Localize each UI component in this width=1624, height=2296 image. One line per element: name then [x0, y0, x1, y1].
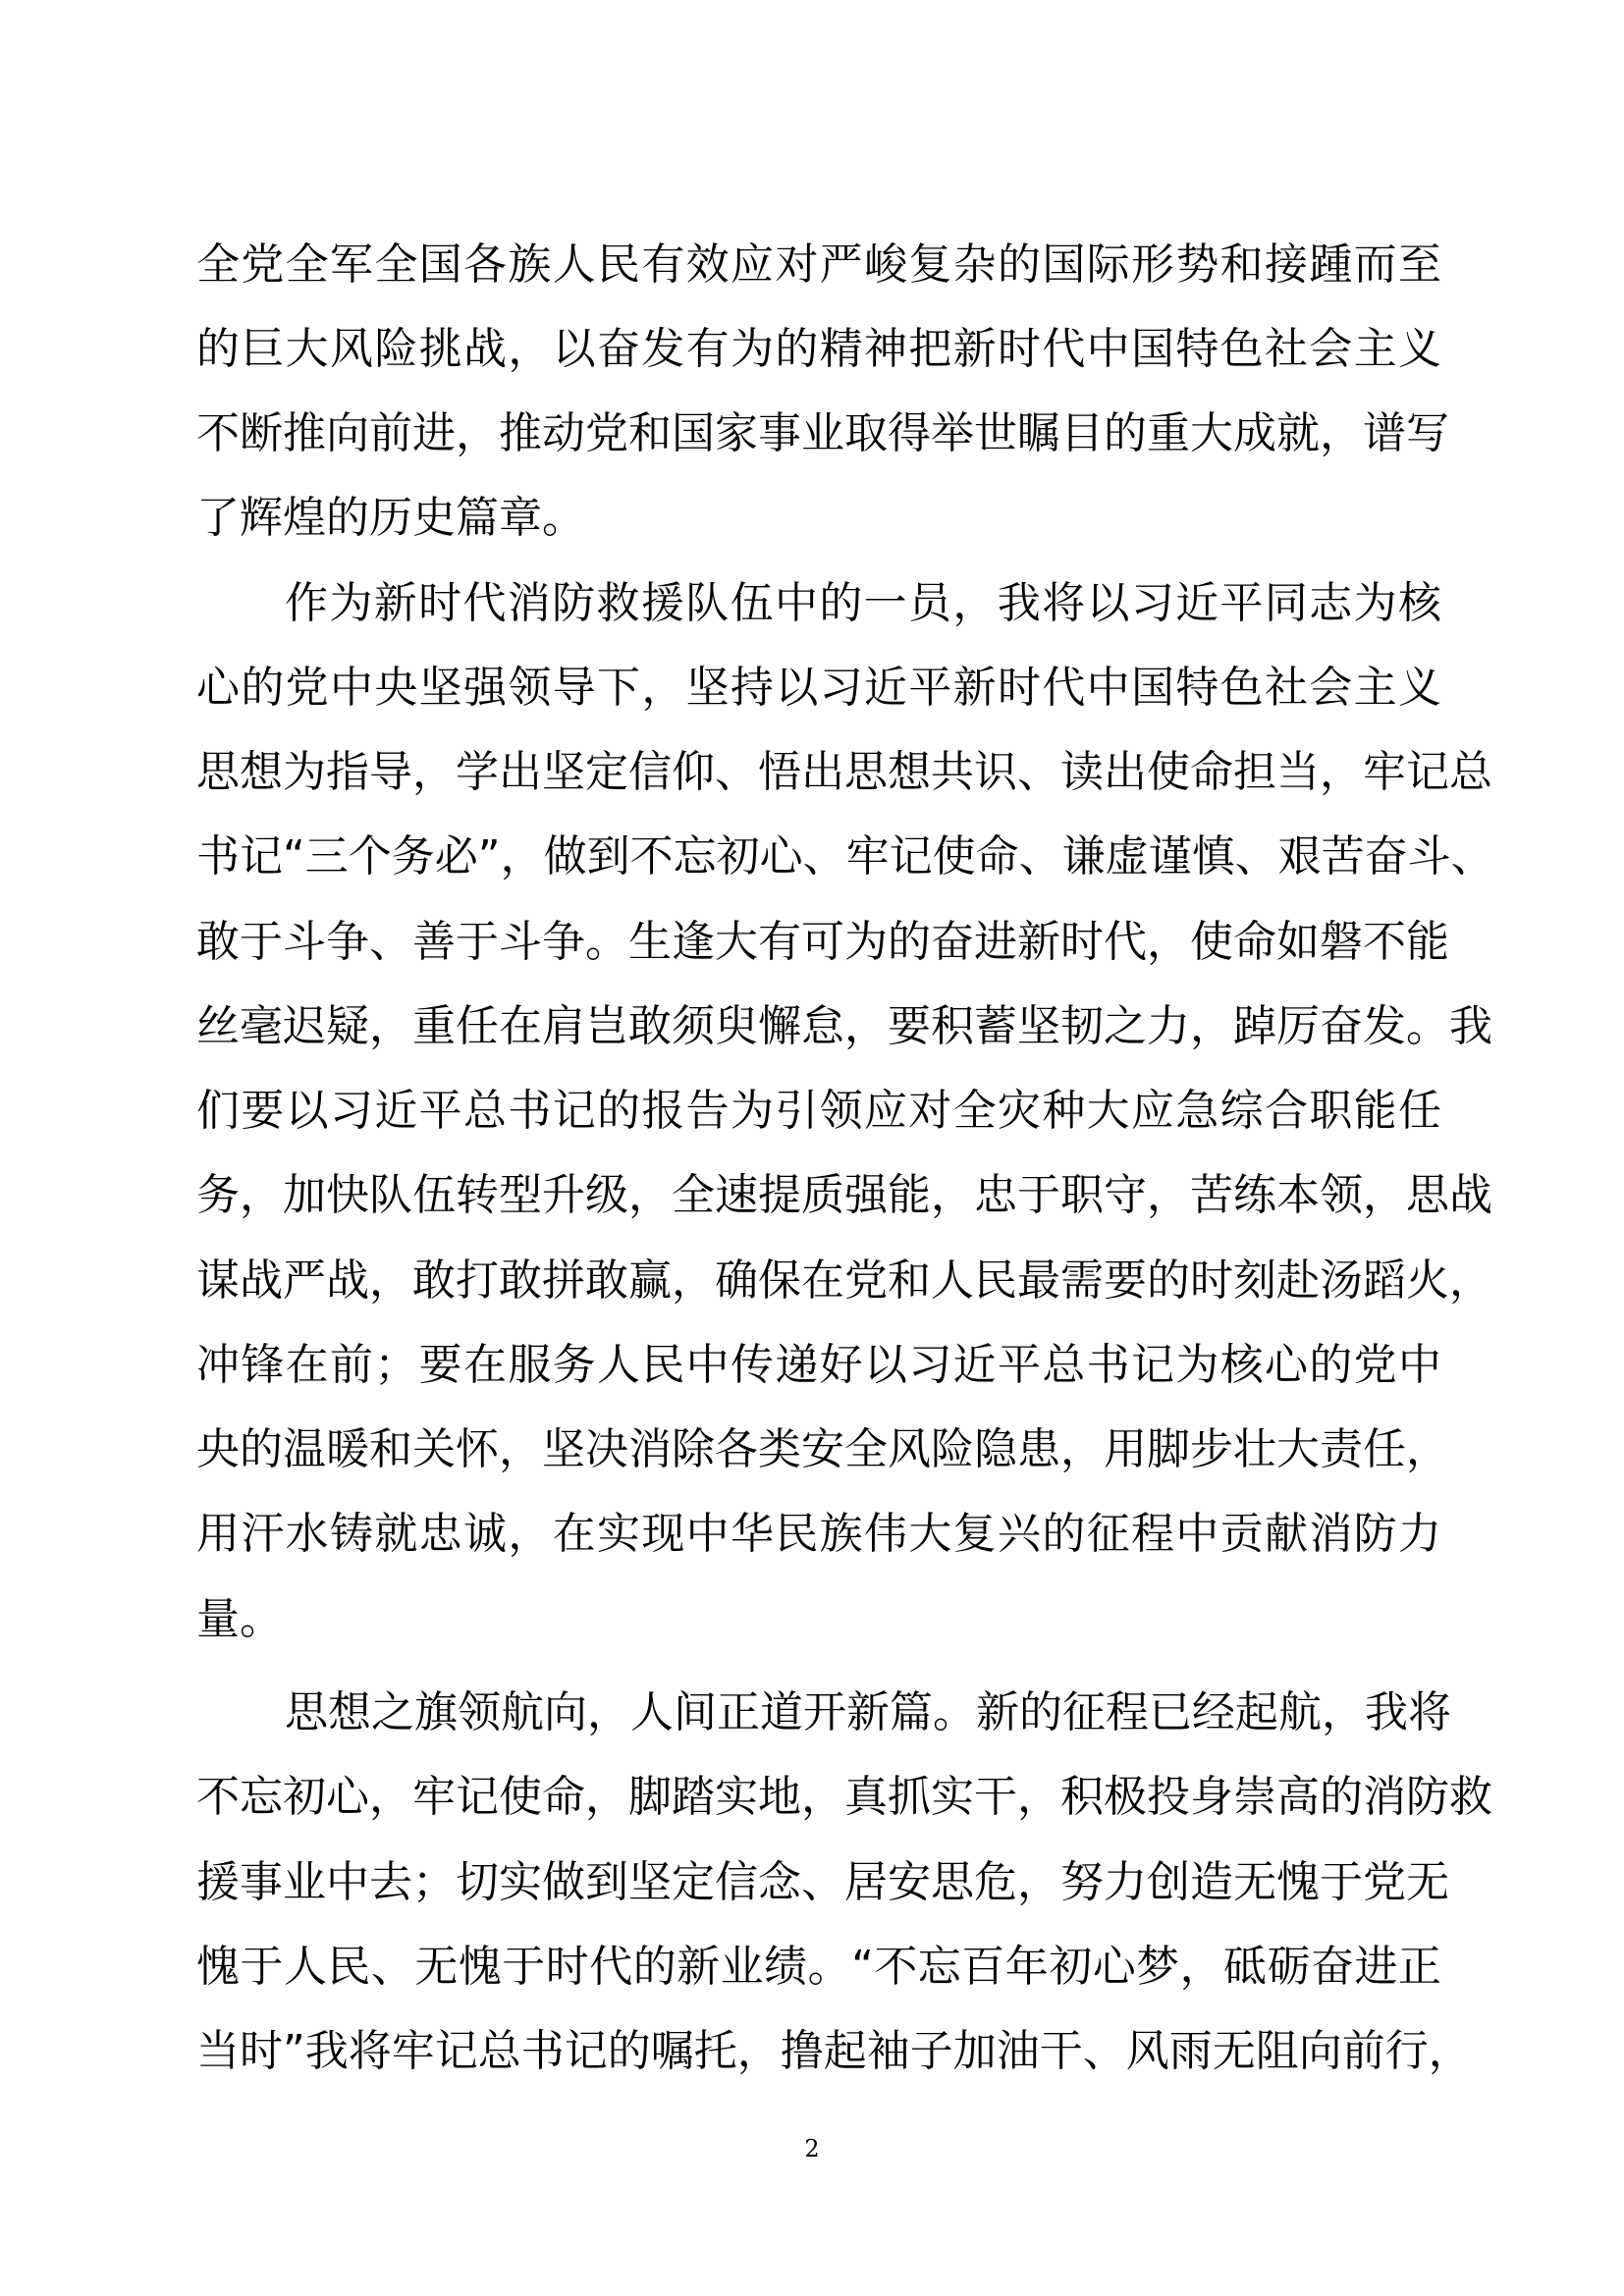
body-text-line: 丝毫迟疑，重任在肩岂敢须臾懈怠，要积蓄坚韧之力，踔厉奋发。我 — [196, 1001, 1492, 1051]
body-text-line: 冲锋在前；要在服务人民中传递好以习近平总书记为核心的党中 — [196, 1340, 1441, 1390]
body-text-line: 书记“三个务必”，做到不忘初心、牢记使命、谦虚谨慎、艰苦奋斗、 — [196, 831, 1494, 881]
body-text-line: 用汗水铸就忠诚，在实现中华民族伟大复兴的征程中贡献消防力 — [196, 1509, 1441, 1559]
body-text-line: 思想之旗领航向，人间正道开新篇。新的征程已经起航，我将 — [285, 1687, 1451, 1737]
body-text-line: 敢于斗争、善于斗争。生逢大有可为的奋进新时代，使命如磐不能 — [196, 917, 1449, 967]
body-text-line: 务，加快队伍转型升级，全速提质强能，忠于职守，苦练本领，思战 — [196, 1170, 1492, 1220]
body-text-line: 量。 — [196, 1594, 283, 1644]
body-text-line: 不忘初心，牢记使命，脚踏实地，真抓实干，积极投身崇高的消防救 — [196, 1772, 1492, 1822]
body-text-line: 了辉煌的历史篇章。 — [196, 493, 585, 543]
body-text-line: 谋战严战，敢打敢拼敢赢，确保在党和人民最需要的时刻赴汤蹈火， — [196, 1255, 1492, 1306]
body-text-line: 不断推向前进，推动党和国家事业取得举世瞩目的重大成就，谱写 — [196, 408, 1449, 458]
body-text-line: 愧于人民、无愧于时代的新业绩。“不忘百年初心梦，砥砺奋进正 — [196, 1942, 1441, 1992]
body-text-line: 的巨大风险挑战，以奋发有为的精神把新时代中国特色社会主义 — [196, 324, 1441, 374]
body-text-line: 们要以习近平总书记的报告为引领应对全灾种大应急综合职能任 — [196, 1086, 1441, 1136]
body-text-line: 当时”我将牢记总书记的嘱托，撸起袖子加油干、风雨无阻向前行， — [196, 2026, 1472, 2076]
body-text-line: 作为新时代消防救援队伍中的一员，我将以习近平同志为核 — [285, 578, 1441, 628]
body-text-line: 心的党中央坚强领导下，坚持以习近平新时代中国特色社会主义 — [196, 663, 1441, 713]
page-number: 2 — [804, 2135, 820, 2163]
body-text-line: 援事业中去；切实做到坚定信念、居安思危，努力创造无愧于党无 — [196, 1857, 1449, 1907]
body-text-line: 央的温暖和关怀，坚决消除各类安全风险隐患，用脚步壮大责任， — [196, 1424, 1449, 1474]
body-text-line: 全党全军全国各族人民有效应对严峻复杂的国际形势和接踵而至 — [196, 240, 1441, 290]
body-text-line: 思想为指导，学出坚定信仰、悟出思想共识、读出使命担当，牢记总 — [196, 747, 1492, 797]
